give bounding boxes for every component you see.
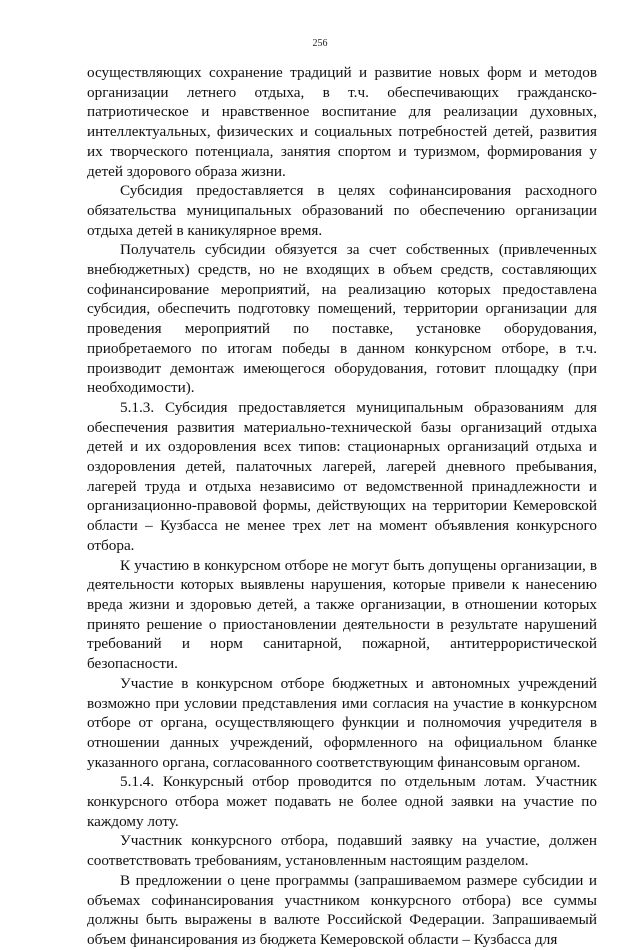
paragraph-5-1-3: 5.1.3. Субсидия предоставляется муниципальным образованиям для обеспечения развития материально-технической базы организаций отдыха детей и их оздоровления всех типов: стационарных организаций отдыха и оздоровления детей, палаточных лагерей, лагерей дневного пребывания, лагерей труда и отдыха независимо от ведомственной принадлежности и организационно-правовой формы, действующих на территории Кемеровской области – Кузбасса не менее трех лет на момент объявления конкурсного отбора. [87,398,597,554]
page-number: 256 [312,38,328,49]
paragraph-participant-requirements: Участник конкурсного отбора, подавший заявку на участие, должен соответствовать требованиям, установленным настоящим разделом. [87,832,597,870]
paragraph-price-proposal: В предложении о цене программы (запрашиваемом размере субсидии и объемах софинансирования участником конкурсного отбора) все суммы должны быть выражены в валюте Российской Федерации. Запрашиваемый объем финансирования из бюджета Кемеровской области – Кузбасса для [87,871,597,948]
paragraph-5-1-4: 5.1.4. Конкурсный отбор проводится по отдельным лотам. Участник конкурсного отбора может подавать не более одной заявки на участие по каждому лоту. [87,773,597,830]
paragraph-recipient-obligations: Получатель субсидии обязуется за счет собственных (привлеченных внебюджетных) средств, но не входящих в объем средств, составляющих софинансирование мероприятий, на реализацию которых предоставлена субсидия, обеспечить подготовку помещений, территории организации для проведения мероприятий по поставке, установке оборудования, приобретаемого по итогам победы в данном конкурсном отборе, в т.ч. производит демонтаж имеющегося оборудования, готовит площадку (при необходимости). [87,241,597,397]
document-body [87,63,597,950]
paragraph-subsidy-purpose: Субсидия предоставляется в целях софинансирования расходного обязательства муниципальных образований по обеспечению организации отдыха детей в каникулярное время. [87,182,597,239]
paragraph-exclusions: К участию в конкурсном отборе не могут быть допущены организации, в деятельности которых выявлены нарушения, которые привели к нанесению вреда жизни и здоровью детей, а также организации, в отношении которых принято решение о приостановлении деятельности в результате нарушений требований и норм санитарной, пожарной, антитеррористической безопасности. [87,556,597,673]
paragraph-continuation: осуществляющих сохранение традиций и развитие новых форм и методов организации летнего отдыха, в т.ч. обеспечивающих гражданско-патриотическое и нравственное воспитание для реализации духовных, интеллектуальных, физических и социальных потребностей детей, развития их творческого потенциала, занятия спортом и туризмом, формирования у детей здорового образа жизни. [87,64,597,180]
paragraph-budget-institutions: Участие в конкурсном отборе бюджетных и автономных учреждений возможно при условии представления ими согласия на участие в конкурсном отборе от органа, осуществляющего функции и полномочия учредителя в отношении данных учреждений, оформленного на официальном бланке указанного органа, согласованного соответствующим финансовым органом. [87,674,597,771]
